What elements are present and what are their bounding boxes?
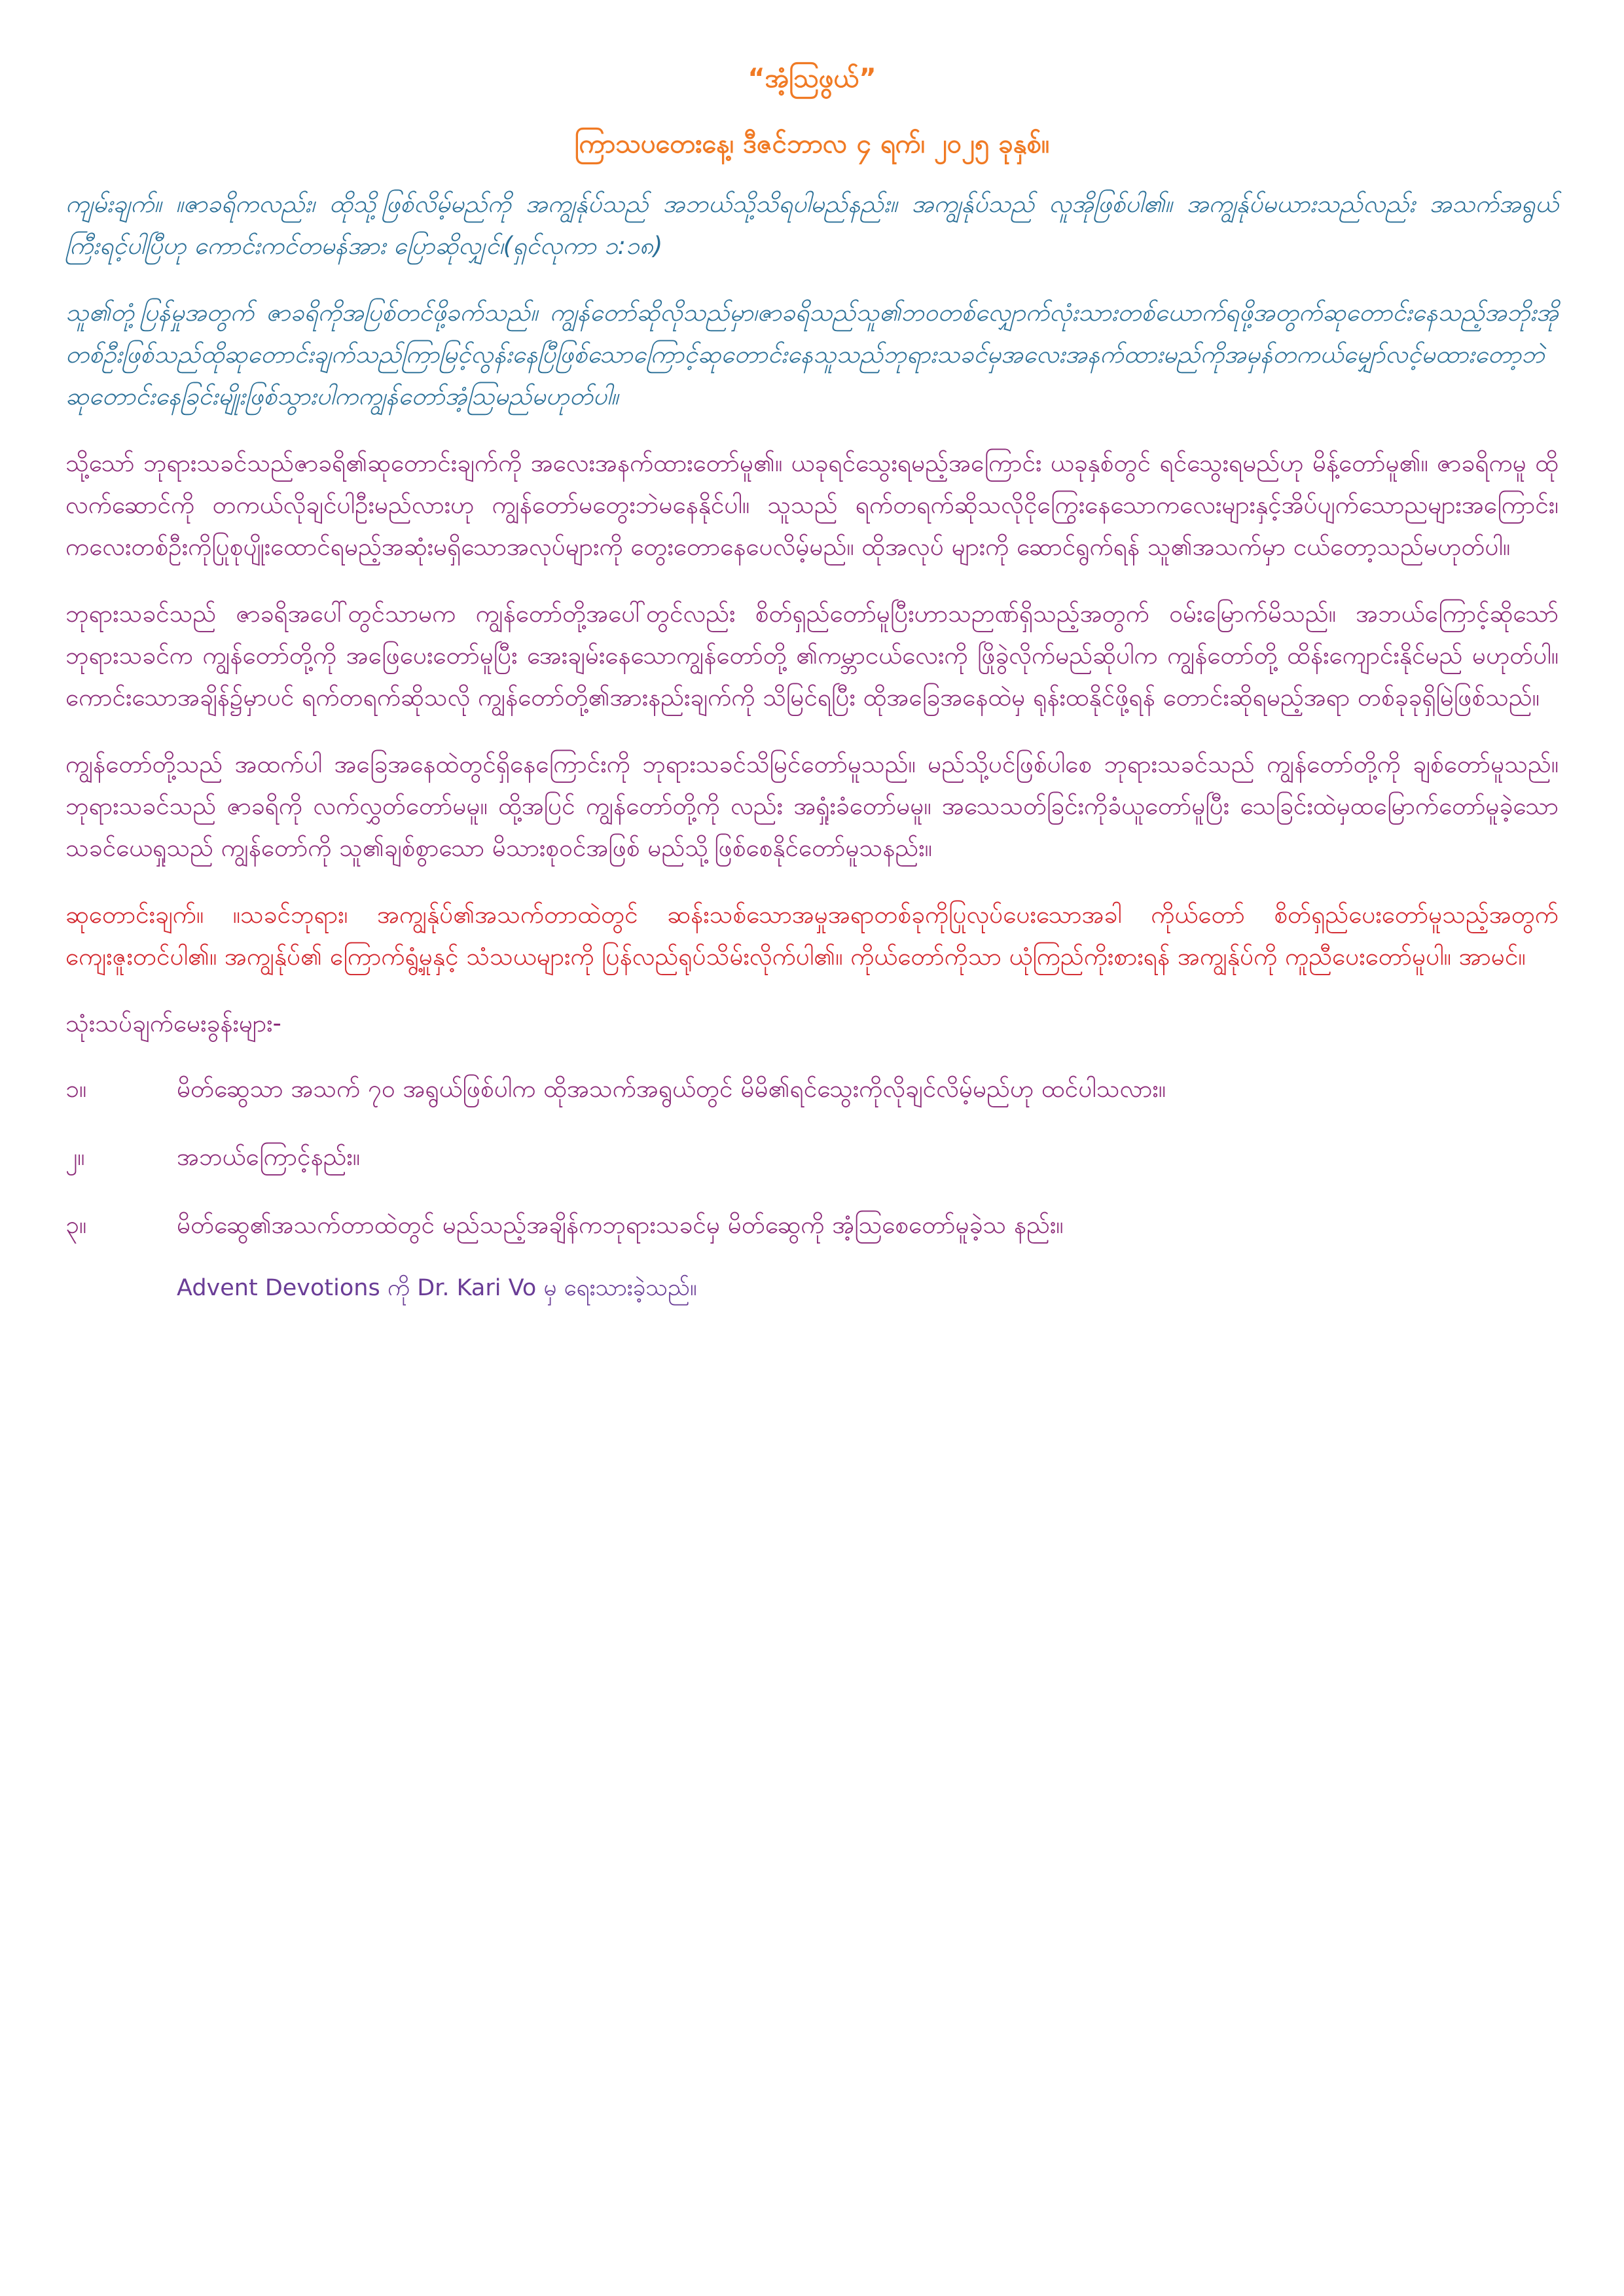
questions-heading: သုံးသပ်ချက်မေးခွန်းများ- (65, 1009, 281, 1037)
questions-list (65, 1068, 1559, 1246)
page-title: “အံ့သြဖွယ်” (748, 63, 876, 94)
author-credit: Advent Devotions ကို Dr. Kari Vo မှ ရေးသားခဲ့သည်။ (177, 1275, 697, 1301)
prayer-paragraph: ဆုတောင်းချက်။ ။သခင်ဘုရား၊ အကျွန်ုပ်၏အသက်တာထဲတွင် ဆန်းသစ်သောအမှုအရာတစ်ခုကိုပြုလုပ်ပေးသောအခါ ကိုယ်တော် စိတ်ရှည်ပေးတော်မူသည့်အတွက် ကျေးဇူးတင်ပါ၏။ အကျွန်ုပ်၏ ကြောက်ရွံ့မှုနှင့် သံသယများကို ပြန်လည်ရုပ်သိမ်းလိုက်ပါ၏။ ကိုယ်တော်ကိုသာ ယုံကြည်ကိုးစားရန် အကျွန်ုပ်ကို ကူညီပေးတော်မူပါ။ အာမင်။ (65, 901, 1559, 971)
date-line: ကြာသပတေးနေ့၊ ဒီဇင်ဘာလ ၄ ရက်၊ ၂၀၂၅ ခုနှစ်။ (574, 129, 1050, 159)
question-number: ၃။ (65, 1211, 87, 1239)
list-item (65, 1068, 1559, 1110)
list-item (65, 1204, 1559, 1246)
list-item (65, 1136, 1559, 1178)
paragraph-body: သို့သော် ဘုရားသခင်သည်ဇာခရိ၏ဆုတောင်းချက်ကို အလေးအနက်ထားတော်မူ၏။ ယခုရင်သွေးရမည့်အကြောင်း ယခုနှစ်တွင် ရင်သွေးရမည်ဟု မိန့်တော်မူ၏။ ဇာခရိကမူ ထိုလက်ဆောင်ကို တကယ်လိုချင်ပါဦးမည်လားဟု ကျွန်တော်မတွေးဘဲမနေနိုင်ပါ။ သူသည် ရက်တရက်ဆိုသလိုငိုကြွေးနေသောကလေးများနှင့်အိပ်ပျက်သောညများအကြောင်း၊ကလေးတစ်ဦးကိုပြုစုပျိုးထောင်ရမည့်အဆုံးမရှိသောအလုပ်များကို တွေးတောနေပေလိမ့်မည်။ ထိုအလုပ် များကို ဆောင်ရွက်ရန် သူ၏အသက်မှာ ငယ်တော့သည်မဟုတ်ပါ။ (65, 449, 1559, 561)
paragraph-body: ဘုရားသခင်သည် ဇာခရိအပေါ်တွင်သာမက ကျွန်တော်တို့အပေါ်တွင်လည်း စိတ်ရှည်တော်မူပြီးဟာသဉာဏ်ရှိသည့်အတွက် ဝမ်းမြောက်မိသည်။ အဘယ်ကြောင့်ဆိုသော် ဘုရားသခင်က ကျွန်တော်တို့ကို အဖြေပေးတော်မူပြီး အေးချမ်းနေသောကျွန်တော်တို့ ၏ကမ္ဘာငယ်လေးကို ဖြိုခွဲလိုက်မည်ဆိုပါက ကျွန်တော်တို့ ထိန်းကျောင်းနိုင်မည် မဟုတ်ပါ။ ကောင်းသောအချိန်၌မှာပင် ရက်တရက်ဆိုသလို ကျွန်တော်တို့၏အားနည်းချက်ကို သိမြင်ရပြီး ထိုအခြေအနေထဲမှ ရုန်းထနိုင်ဖို့ရန် တောင်းဆိုရမည့်အရာ တစ်ခုခုရှိမြဲဖြစ်သည်။ (65, 600, 1559, 711)
question-text: မိတ်ဆွေသာ အသက် ၇၀ အရွယ်ဖြစ်ပါက ထိုအသက်အရွယ်တွင် မိမိ၏ရင်သွေးကိုလိုချင်လိမ့်မည်ဟု ထင်ပါသလား။ (177, 1075, 1166, 1103)
paragraph-body: ကျွန်တော်တို့သည် အထက်ပါ အခြေအနေထဲတွင်ရှိနေကြောင်းကို ဘုရားသခင်သိမြင်တော်မူသည်။ မည်သို့ပင်ဖြစ်ပါစေ ဘုရားသခင်သည် ကျွန်တော်တို့ကို ချစ်တော်မူသည်။ ဘုရားသခင်သည် ဇာခရိကို လက်လွှတ်တော်မမူ။ ထို့အပြင် ကျွန်တော်တို့ကို လည်း အရှုံးခံတော်မမူ။ အသေသတ်ခြင်းကိုခံယူတော်မူပြီး သေခြင်းထဲမှထမြောက်တော်မူခဲ့သော သခင်ယေရှုသည် ကျွန်တော်ကို သူ၏ချစ်စွာသော မိသားစုဝင်အဖြစ် မည်သို့ဖြစ်စေနိုင်တော်မူသနည်း။ (65, 750, 1559, 862)
question-number: ၁။ (65, 1075, 87, 1103)
scripture-verse: ကျမ်းချက်။ ။ဇာခရိကလည်း၊ ထိုသို့ဖြစ်လိမ့်မည်ကို အကျွန်ုပ်သည် အဘယ်သို့သိရပါမည်နည်း။ အကျွန်ုပ်သည် လူအိုဖြစ်ပါ၏။ အကျွန်ုပ်မယားသည်လည်း အသက်အရွယ်ကြီးရင့်ပါပြီဟု ကောင်းကင်တမန်အား ပြောဆိုလျှင်၊(ရှင်လုကာ ၁:၁၈) (65, 190, 1559, 260)
question-number: ၂။ (65, 1143, 85, 1171)
question-text: အဘယ်ကြောင့်နည်း။ (177, 1143, 360, 1171)
paragraph-opening: သူ၏တုံ့ပြန်မှုအတွက် ဇာခရိကိုအပြစ်တင်ဖို့ခက်သည်။ ကျွန်တော်ဆိုလိုသည်မှာ၊ဇာခရိသည်သူ၏ဘဝတစ်လျှောက်လုံးသားတစ်ယောက်ရဖို့အတွက်ဆုတောင်းနေသည့်အဘိုးအိုတစ်ဦးဖြစ်သည်ထိုဆုတောင်းချက်သည်ကြာမြင့်လွန်းနေပြီဖြစ်သောကြောင့်ဆုတောင်းနေသူသည်ဘုရားသခင်မှအလေးအနက်ထားမည်ကိုအမှန်တကယ်မျှော်လင့်မထားတော့ဘဲဆုတောင်းနေခြင်းမျိုးဖြစ်သွားပါကကျွန်တော်အံ့သြမည်မဟုတ်ပါ။ (65, 298, 1559, 410)
question-text: မိတ်ဆွေ၏အသက်တာထဲတွင် မည်သည့်အချိန်ကဘုရားသခင်မှ မိတ်ဆွေကို အံ့သြစေတော်မူခဲ့သ နည်း။ (177, 1211, 1064, 1239)
